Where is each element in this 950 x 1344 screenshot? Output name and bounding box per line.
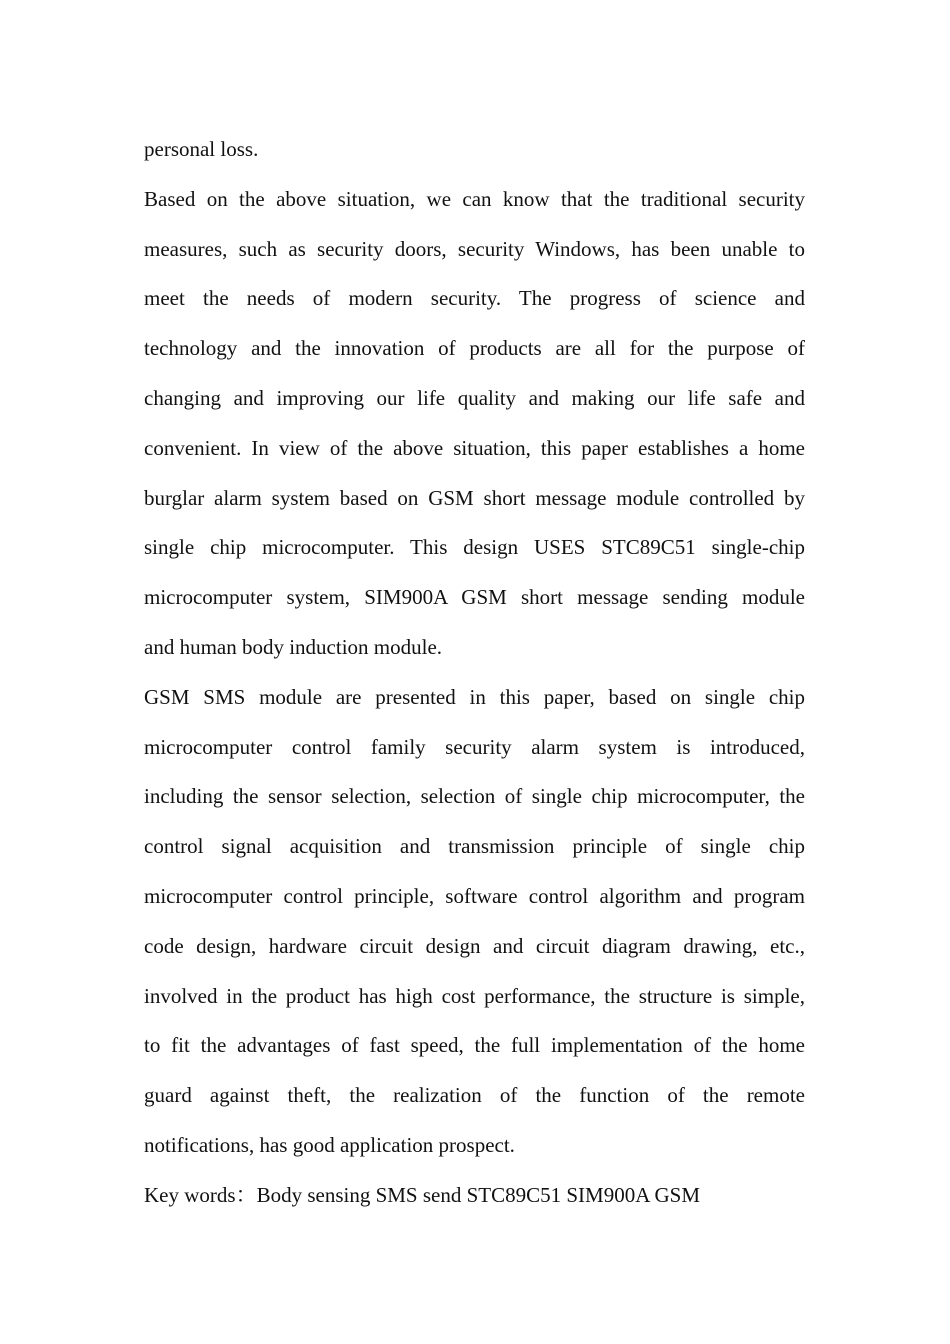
paragraph xyxy=(144,125,805,175)
text-line: to fit the advantages of fast speed, the full implementation of the home xyxy=(144,1033,805,1058)
text-line: and human body induction module. xyxy=(144,634,443,659)
text-line: convenient. In view of the above situation, this paper establishes a home xyxy=(144,435,805,460)
text-line: Based on the above situation, we can know that the traditional security xyxy=(144,186,805,211)
paragraph xyxy=(144,673,805,1171)
text-line: single chip microcomputer. This design USES STC89C51 single-chip xyxy=(144,535,805,560)
text-line: meet the needs of modern security. The progress of science and xyxy=(144,286,805,311)
text-line: guard against theft, the realization of the function of the remote xyxy=(144,1083,805,1108)
text-line: burglar alarm system based on GSM short message module controlled by xyxy=(144,485,805,510)
text-line: notifications, has good application prospect. xyxy=(144,1132,515,1157)
text-line: microcomputer control principle, software control algorithm and program xyxy=(144,883,805,908)
text-line: control signal acquisition and transmission principle of single chip xyxy=(144,834,805,859)
paragraph xyxy=(144,175,805,673)
text-line: Key words：Body sensing SMS send STC89C51 SIM900A GSM xyxy=(144,1182,700,1207)
text-line: including the sensor selection, selection of single chip microcomputer, the xyxy=(144,784,805,809)
keywords-paragraph xyxy=(144,1171,805,1221)
text-line: changing and improving our life quality and making our life safe and xyxy=(144,385,805,410)
text-line: microcomputer system, SIM900A GSM short message sending module xyxy=(144,585,805,610)
text-line: personal loss. xyxy=(144,137,259,161)
text-line: measures, such as security doors, security Windows, has been unable to xyxy=(144,236,805,261)
text-line: involved in the product has high cost performance, the structure is simple, xyxy=(144,983,805,1008)
document-body xyxy=(144,125,805,1221)
text-line: GSM SMS module are presented in this paper, based on single chip xyxy=(144,684,805,709)
text-line: microcomputer control family security alarm system is introduced, xyxy=(144,734,805,759)
text-line: technology and the innovation of products are all for the purpose of xyxy=(144,336,805,361)
text-line: code design, hardware circuit design and circuit diagram drawing, etc., xyxy=(144,933,805,958)
